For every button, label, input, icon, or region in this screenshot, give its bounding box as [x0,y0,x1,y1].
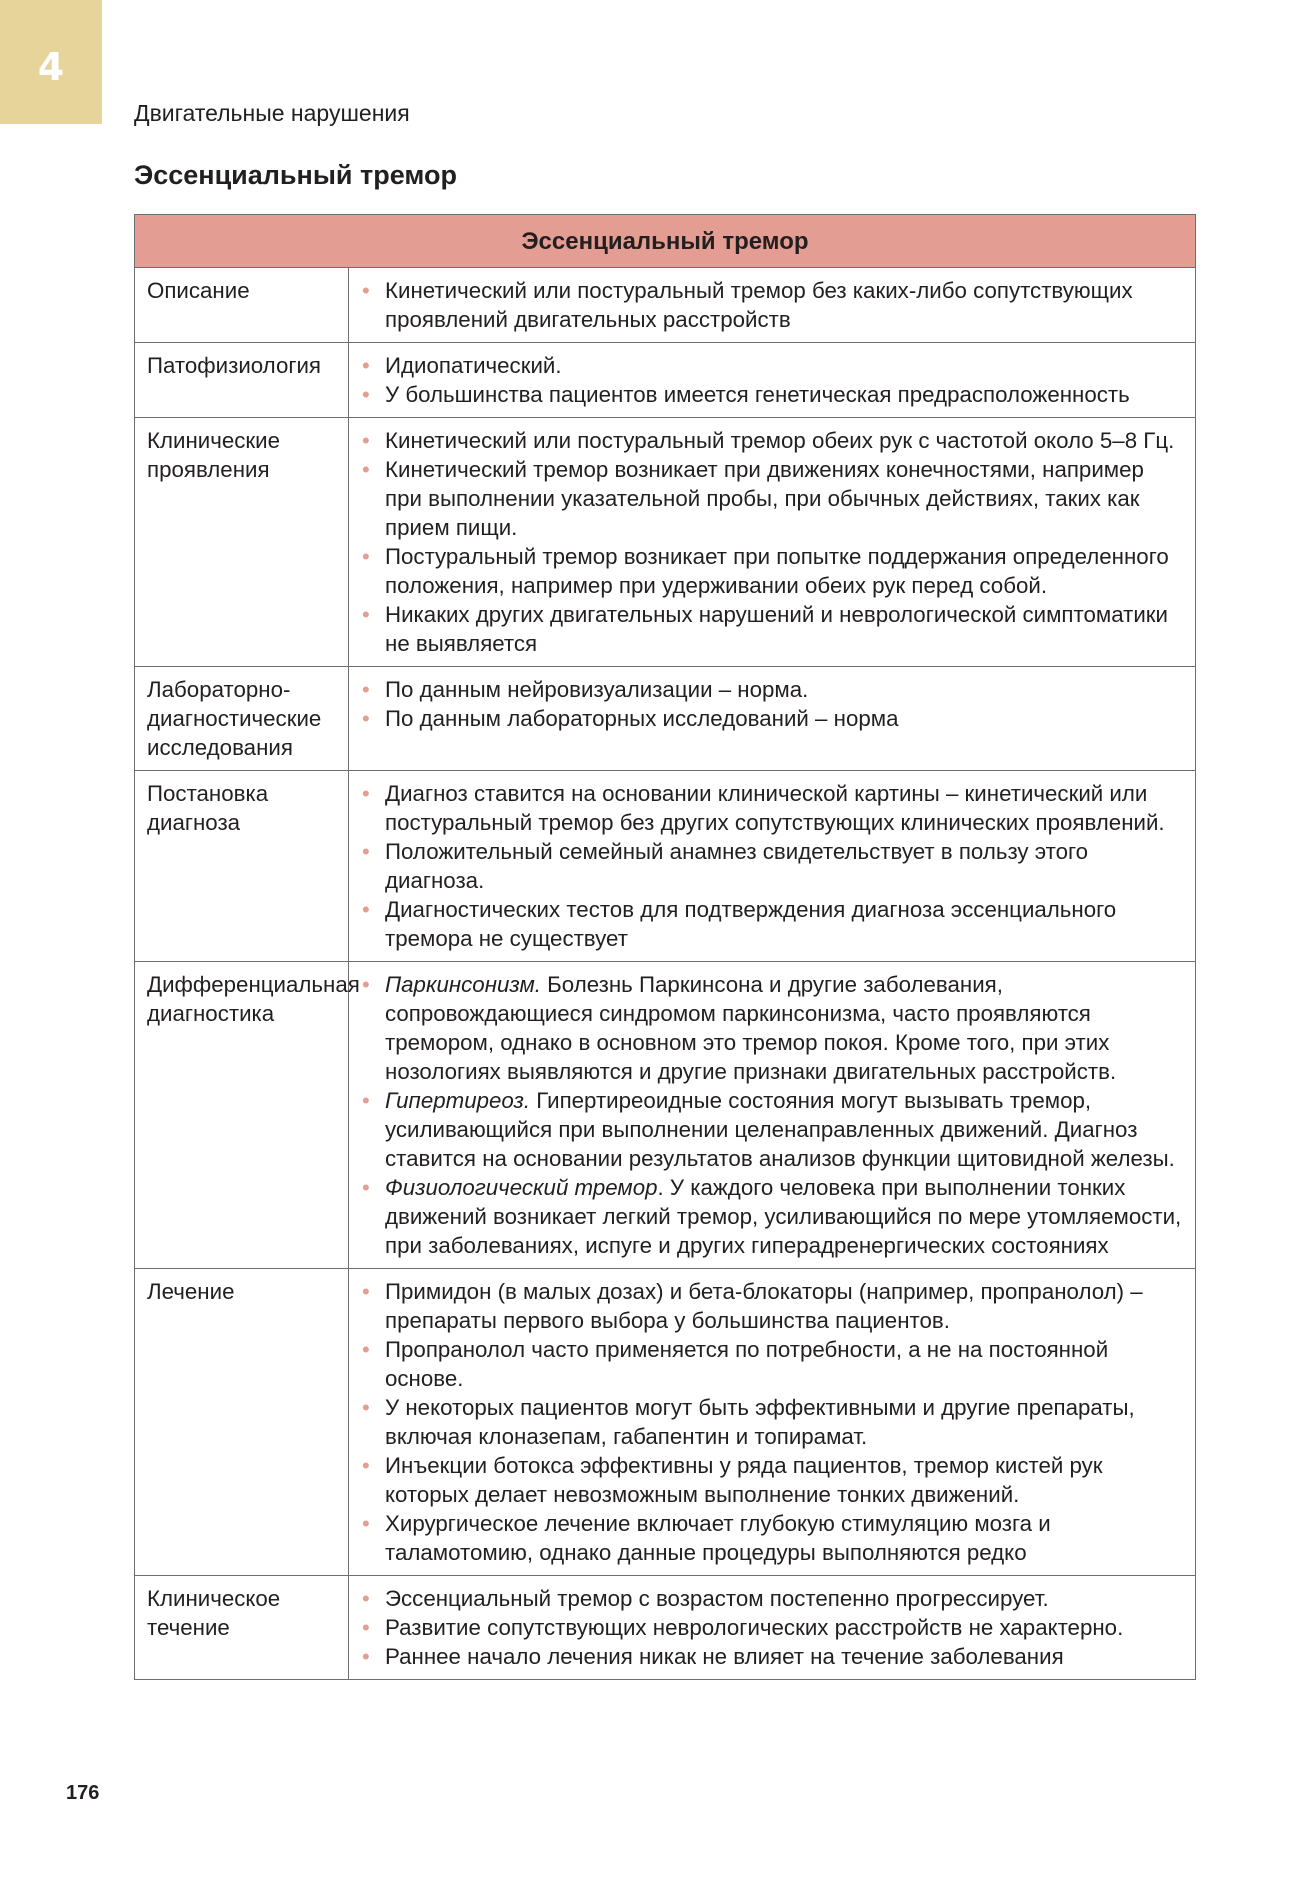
item-lead-term: Физиологический тремор [385,1175,658,1200]
table-header: Эссенциальный тремор [135,215,1196,268]
page-number: 176 [66,1782,100,1804]
table-row [135,771,1196,962]
row-label: Лечение [135,1269,349,1576]
list-item [361,542,1187,600]
item-text: По данным лабораторных исследований – норма [385,706,899,731]
item-text: Раннее начало лечения никак не влияет на течение заболевания [385,1644,1064,1669]
list-item [361,1393,1187,1451]
list-item [361,426,1187,455]
list-item [361,1277,1187,1335]
list-item [361,779,1187,837]
item-text: Постуральный тремор возникает при попытке поддержания определенного положения, например при удерживании обеих рук перед собой. [385,544,1169,598]
row-label: Описание [135,268,349,343]
item-text: Хирургическое лечение включает глубокую стимуляцию мозга и таламотомию, однако данные процедуры выполняются редко [385,1511,1051,1565]
table-row [135,962,1196,1269]
item-text: . У каждого человека при выполнении тонких движений возникает легкий тремор, усиливающийся по мере утомляемости, при заболеваниях, испуге и других гиперадренергических состояниях [385,1175,1182,1258]
item-text: У некоторых пациентов могут быть эффективными и другие препараты, включая клоназепам, габапентин и топирамат. [385,1395,1135,1449]
list-item [361,1584,1187,1613]
list-item [361,276,1187,334]
bullet-list [361,426,1187,658]
item-lead-term: Гипертиреоз. [385,1088,531,1113]
table-row [135,343,1196,418]
list-item [361,600,1187,658]
row-content [349,268,1196,343]
list-item [361,1335,1187,1393]
list-item [361,1173,1187,1260]
table-row [135,1269,1196,1576]
item-text: По данным нейровизуализации – норма. [385,677,809,702]
row-content [349,1269,1196,1576]
running-head: Двигательные нарушения [134,100,410,126]
row-label: Клиническое течение [135,1576,349,1680]
item-text: Гипертиреоидные состояния могут вызывать тремор, усиливающийся при выполнении целенаправленных движений. Диагноз ставится на основании результатов анализов функции щитовидной железы. [385,1088,1175,1171]
row-content [349,418,1196,667]
row-label: Лабораторно-диагностические исследования [135,667,349,771]
item-text: Диагноз ставится на основании клинической картины – кинетический или постуральный тремор без других сопутствующих клинических проявлений. [385,781,1165,835]
table-row [135,418,1196,667]
item-text: Болезнь Паркинсона и другие заболевания, сопровождающиеся синдромом паркинсонизма, часто проявляются тремором, однако в основном это тремор покоя. Кроме того, при этих нозологиях выявляются и другие признаки двигательных расстройств. [385,972,1117,1084]
table-row [135,268,1196,343]
item-text: Идиопатический. [385,353,562,378]
list-item [361,1086,1187,1173]
page-title: Эссенциальный тремор [134,160,457,190]
list-item [361,704,1187,733]
item-text: Кинетический или постуральный тремор без каких-либо сопутствующих проявлений двигательных расстройств [385,278,1133,332]
list-item [361,455,1187,542]
item-text: Развитие сопутствующих неврологических расстройств не характерно. [385,1615,1124,1640]
row-content [349,343,1196,418]
list-item [361,1509,1187,1567]
bullet-list [361,1277,1187,1567]
table-row [135,667,1196,771]
row-content [349,962,1196,1269]
list-item [361,1613,1187,1642]
row-content [349,667,1196,771]
item-text: Положительный семейный анамнез свидетельствует в пользу этого диагноза. [385,839,1089,893]
table-header-row [135,215,1196,268]
list-item [361,895,1187,953]
list-item [361,351,1187,380]
item-text: Инъекции ботокса эффективны у ряда пациентов, тремор кистей рук которых делает невозможным выполнение тонких движений. [385,1453,1103,1507]
row-label: Дифференциальная диагностика [135,962,349,1269]
row-content [349,1576,1196,1680]
item-text: Эссенциальный тремор с возрастом постепенно прогрессирует. [385,1586,1049,1611]
list-item [361,1642,1187,1671]
list-item [361,837,1187,895]
list-item [361,380,1187,409]
chapter-tab [0,0,102,124]
item-text: Никаких других двигательных нарушений и неврологической симптоматики не выявляется [385,602,1168,656]
item-lead-term: Паркинсонизм. [385,972,541,997]
row-label: Постановка диагноза [135,771,349,962]
item-text: Диагностических тестов для подтверждения диагноза эссенциального тремора не существует [385,897,1117,951]
bullet-list [361,779,1187,953]
item-text: У большинства пациентов имеется генетическая предрасположенность [385,382,1130,407]
table-row [135,1576,1196,1680]
list-item [361,675,1187,704]
bullet-list [361,675,1187,733]
row-content [349,771,1196,962]
table-body [135,268,1196,1680]
bullet-list [361,351,1187,409]
bullet-list [361,970,1187,1260]
list-item [361,1451,1187,1509]
chapter-number: 4 [37,45,65,89]
item-text: Кинетический тремор возникает при движениях конечностями, например при выполнении указательной пробы, при обычных действиях, таких как прием пищи. [385,457,1144,540]
item-text: Кинетический или постуральный тремор обеих рук с частотой около 5–8 Гц. [385,428,1175,453]
row-label: Клинические проявления [135,418,349,667]
row-label: Патофизиология [135,343,349,418]
item-text: Примидон (в малых дозах) и бета-блокаторы (например, пропранолол) – препараты первого выбора у большинства пациентов. [385,1279,1143,1333]
item-text: Пропранолол часто применяется по потребности, а не на постоянной основе. [385,1337,1109,1391]
bullet-list [361,1584,1187,1671]
essential-tremor-table [134,214,1196,1680]
list-item [361,970,1187,1086]
bullet-list [361,276,1187,334]
